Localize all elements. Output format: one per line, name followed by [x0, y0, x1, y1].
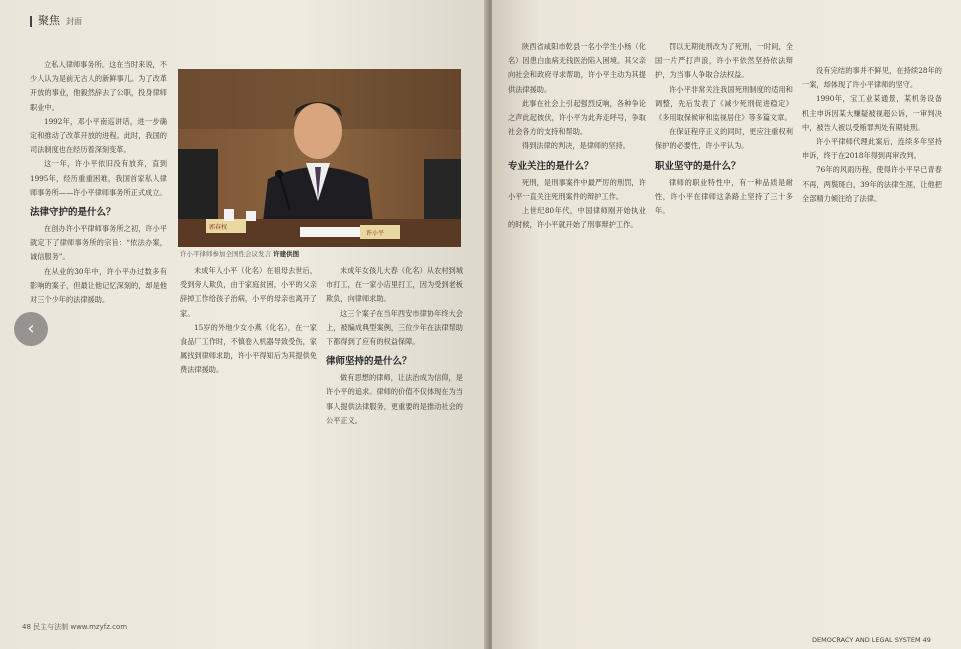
- paragraph: 76年的风雨历程，使得许小平早已青春不再，两鬓斑白，39年的法律生涯，让他把全部精力倾注给了法律。: [802, 165, 942, 203]
- previous-page-button[interactable]: [14, 312, 48, 346]
- page-footer-left: 48 民主与法制 www.mzyfz.com: [22, 623, 128, 631]
- paragraph: 没有完结的事并不鲜见，在持续28年的一案，却体现了许小平律师的坚守。: [802, 66, 942, 90]
- paragraph: 在创办许小平律师事务所之初，许小平就定下了律师事务所的宗旨：“依法办案，诚信服务”。: [30, 224, 167, 262]
- right-column-3: [802, 64, 942, 206]
- nameplate-right: 许小平: [366, 230, 385, 237]
- caption-text: 许小平律师参加全国性会议发言: [180, 250, 271, 258]
- right-column-1: [508, 40, 646, 232]
- paragraph: 律师的职业特性中，有一种品质是耐性，许小平在律师这条路上坚持了三十多年。: [655, 177, 793, 216]
- paragraph: 1992年，邓小平南巡讲话，进一步确定和推动了改革开放的进程。此时，我国的司法制度也在经历着深刻变革。: [30, 116, 167, 155]
- right-page: [492, 0, 961, 649]
- caption-credit: 许建供图: [273, 250, 300, 258]
- section-heading: 专业关注的是什么？: [508, 160, 594, 172]
- paragraph: 在从业的30年中，许小平办过数多有影响的案子，但最让他记忆深刻的，却是他对三个少年的法律援助。: [30, 266, 167, 305]
- paragraph: 此事在社会上引起强烈反响，各种争论之声此起彼伏，许小平为此奔走呼号，争取社会各方的支持和帮助。: [508, 98, 646, 137]
- section-heading: 职业坚守的是什么？: [655, 160, 741, 172]
- paragraph: 许小平律师代理此案后，连续多年坚持申诉，终于在2018年得到再审改判。: [802, 137, 942, 161]
- photo-caption: [180, 249, 299, 258]
- paragraph: 这一年，许小平依旧没有放弃，直到1995年，经历重重困难，我国首家私人律师事务所——许小平律师事务所正式成立。: [30, 159, 167, 197]
- paragraph: 得到法律的判决，是律师的坚持。: [522, 141, 630, 151]
- page-footer-right: DEMOCRACY AND LEGAL SYSTEM 49: [812, 636, 931, 644]
- paragraph: 罚以无期徒刑改为了死刑，一时间，全国一片严打声浪，许小平依然坚持依法辩护，为当事人争取合法权益。: [655, 42, 793, 80]
- section-heading: 律师坚持的是什么？: [326, 356, 412, 368]
- subsection-title: 封面: [66, 17, 82, 26]
- paragraph: 1990年，宝工业某通景，某机务设备机主申诉因某大赚疑被视超公诉，一审判决中，被告人被以受贿罪判处有期徒刑。: [802, 94, 942, 132]
- photo-illustration: [178, 69, 461, 247]
- paragraph: 立私人律师事务所。这在当时来说，不少人认为是前无古人的新鲜事儿。为了改革开放的事业，他毅然辞去了公职，投身律师职业中。: [30, 60, 167, 112]
- section-heading: 法律守护的是什么？: [30, 207, 116, 219]
- cover-photo: [178, 69, 461, 247]
- paragraph: 陕西省咸阳市乾县一名小学生小杨（化名）因患白血病无钱医治陷入困境。其父亲向社会和政府寻求帮助，许小平主动为其提供法律援助。: [508, 42, 646, 94]
- paragraph: 上世纪80年代，中国律师刚开始执业的时候，许小平就开始了刑事辩护工作。: [508, 206, 646, 230]
- right-column-2: [655, 40, 793, 218]
- page-header: [30, 12, 82, 28]
- paragraph: 这三个案子在当年西安市律协年终大会上，被编成典型案例，三位少年在法律帮助下都得到了应有的权益保障。: [326, 308, 463, 347]
- paragraph: 许小平非常关注我国死刑制度的适用和调整，先后发表了《减少死刑促进稳定》《多用取保候审和监视居住》等多篇文章。: [655, 84, 793, 123]
- paragraph: 做有思想的律师，让法治成为信仰，是许小平的追求。律师的价值不仅体现在为当事人提供法律服务，更重要的是推动社会的公平正义。: [326, 373, 463, 425]
- paragraph: 在保证程序正义的同时，更应注重权利保护的必要性，许小平认为。: [655, 127, 793, 151]
- paragraph: 未成年人小平（化名）在祖母去世后，受到旁人欺负，由于家庭贫困，小平的父亲辞掉工作给孩子治病，小平的母亲也离开了家。: [180, 266, 317, 318]
- paragraph: 死刑，是刑事案件中最严厉的刑罚，许小平一直关注死刑案件的辩护工作。: [508, 177, 646, 201]
- paragraph: 15岁的外地少女小燕（化名），在一家食品厂工作时，不慎卷入机器导致受伤，家属找到律师求助，许小平得知后为其提供免费法律援助。: [180, 322, 317, 375]
- left-column-2: [180, 264, 317, 378]
- left-column-1: [30, 58, 167, 307]
- header-bar: [30, 16, 32, 27]
- left-column-3: [326, 264, 463, 428]
- paragraph: 未成年女孩儿大春（化名）从农村到城市打工，在一家小店里打工，因为受到老板欺负，向律师求助。: [326, 266, 463, 304]
- chevron-left-icon: ‹: [27, 318, 35, 339]
- section-title: 聚焦: [38, 14, 60, 27]
- nameplate-left: 郭春权: [209, 224, 228, 231]
